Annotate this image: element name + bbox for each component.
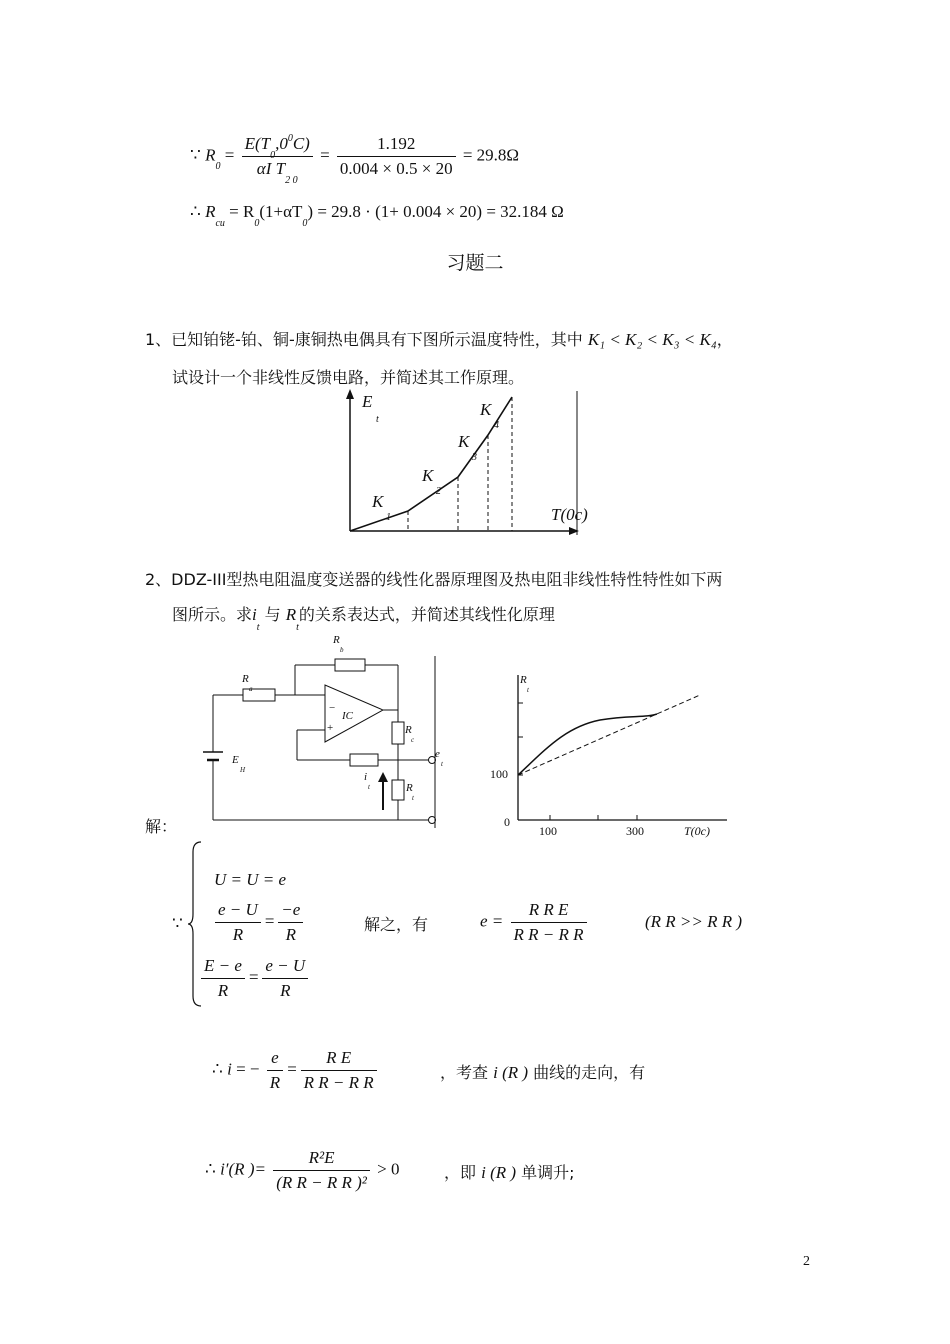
k1-label: K — [372, 492, 384, 511]
fraction-numeric: $\frac{1.192}{0.004 \times 0.5 \times 20}$ — [337, 134, 456, 179]
examine-note: ，考查 i (R ) 曲线的走向，有 — [440, 1063, 646, 1082]
because-symbol: ∵ — [172, 914, 183, 933]
document-page: ∵ $R_0$ = $\frac{E(T_0,0^0C)}{\alpha I T_{2 0}}$ = $\frac{1.192}{0.004 \times 0.5 \times 20}$ = 29.8Ω ∴ $R_{cu} = R_0(1+\alpha T_0) = 29.8 \cdot (1+ 0.004 \times 20) = 32.184$ Ω 习题二 1、已知铂铑-铂、铜-康铜热电偶具有下图所示温度特性，其中 K₁ < K₂ < K₃ < K₄， 试设计一个非线性反馈电路，并简述其工作原理。 E t K 1 K 2 K 3 K 4 T(0c) 2、DDZ-III型热电阻温度变送器的线性化器原理图及热电阻非线性特性特性如下两 图所示。求$i_t$ 与 $R_t$的关系表达式，并简述其线性化原理 R b R a IC − + R c E H e t i t R t R t 100 0 100 300 T(0c) 解： ∵ U = U = e $\frac{e - U}{R}$ = $\frac{-e}{R}$ $\frac{E - e}{R}$ = $\frac{e - U}{R}$ 解之，有 e = $\frac{\text{R R E}}{\text{R R − R R}}$ (R R >> R R ) ∴ i = − $\frac{e}{R}$ = $\frac{\text{R E}}{\text{R R − R R}}$ ，考查 i (R ) 曲线的走向，有 ∴ i′(R )= $\frac{\text{R²E}}{\text{(R R − R R )²}}$ > 0 ，即 i (R ) 单调升; 2 — [0, 0, 950, 1344]
problem1-line1: 1、已知铂铑-铂、铜-康铜热电偶具有下图所示温度特性，其中 K₁ < K₂ < K₃ < K₄， — [145, 330, 733, 349]
chart2-xlabel: T(0c) — [684, 824, 710, 838]
problem2-line2: 图所示。求$i_t$ 与 $R_t$的关系表达式，并简述其线性化原理 — [172, 605, 555, 633]
system-eq3: $\frac{E - e}{R}$ = $\frac{e - U}{R}$ — [198, 956, 311, 1001]
resistor-rb — [335, 659, 365, 671]
system-eq1: U = U = e — [214, 870, 287, 889]
chart1-xlabel: T(0c) — [551, 505, 588, 524]
rtd-chart — [505, 665, 735, 830]
problem2-line1: 2、DDZ-III型热电阻温度变送器的线性化器原理图及热电阻非线性特性特性如下两 — [145, 570, 723, 589]
chart1-ylabel: E — [362, 392, 373, 411]
resistor-rc — [392, 722, 404, 744]
resistor-rt — [392, 780, 404, 800]
terminal-ground — [429, 817, 436, 824]
linearizer-circuit — [195, 650, 455, 830]
chart2-xtick-100: 100 — [539, 824, 557, 838]
monotonic-note: ，即 i (R ) 单调升; — [444, 1163, 575, 1182]
k-inequality: K₁ < K₂ < K₃ < K₄ — [587, 330, 717, 349]
equation-rcu: ∴ $R_{cu} = R_0(1+\alpha T_0) = 29.8 \cdot (1+ 0.004 \times 20) = 32.184$ Ω — [190, 202, 564, 229]
et-solution: e = $\frac{\text{R R E}}{\text{R R − R R}}$ — [480, 900, 590, 945]
solve-text: 解之，有 — [364, 915, 429, 934]
linear-reference — [518, 695, 700, 775]
op-amp-label: IC — [342, 710, 353, 722]
solution-label: 解： — [145, 817, 178, 836]
chart2-ytick: 100 — [490, 767, 508, 781]
k3-label: K — [458, 432, 470, 451]
section-heading: 习题二 — [446, 252, 504, 274]
it-expression: ∴ i = − $\frac{e}{R}$ = $\frac{\text{R E}}{\text{R R − R R}}$ — [212, 1048, 380, 1093]
resistor-ra — [243, 689, 275, 701]
k4-label: K — [480, 400, 492, 419]
chart2-origin: 0 — [504, 815, 510, 829]
page-number: 2 — [803, 1254, 810, 1269]
y-axis-arrow — [346, 389, 354, 399]
k2-label: K — [422, 466, 434, 485]
resistor-feedback — [350, 754, 378, 766]
system-eq2: $\frac{e - U}{R}$ = $\frac{-e}{R}$ — [212, 900, 306, 945]
chart2-xtick-300: 300 — [626, 824, 644, 838]
problem1-line2: 试设计一个非线性反馈电路，并简述其工作原理。 — [172, 368, 525, 387]
approx-condition: (R R >> R R ) — [645, 912, 743, 931]
equation-r0: ∵ $R_0$ = $\frac{E(T_0,0^0C)}{\alpha I T_{2 0}}$ = $\frac{1.192}{0.004 \times 0.5 \times 20}$ = 29.8Ω — [190, 133, 520, 186]
fraction-emf: $\frac{E(T_0,0^0C)}{\alpha I T_{2 0}}$ — [242, 134, 313, 179]
derivative-expression: ∴ i′(R )= $\frac{\text{R²E}}{\text{(R R − R R )²}}$ > 0 — [205, 1148, 400, 1192]
